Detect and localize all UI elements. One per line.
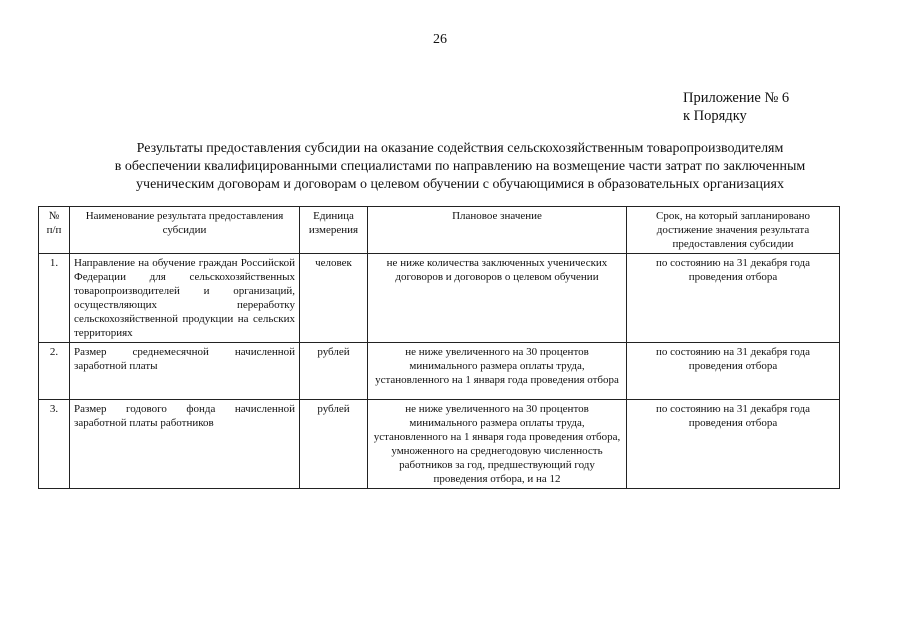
table-row <box>39 343 840 400</box>
table-row <box>39 254 840 343</box>
row-name: Размер годового фонда начисленной заработной платы работников <box>70 400 300 489</box>
table-header-row <box>39 207 840 254</box>
row-num: 3. <box>39 400 70 489</box>
row-plan: не ниже увеличенного на 30 процентов минимального размера оплаты труда, установленного на 1 января года проведения отбора, умноженного на среднегодовую численность работников за год, предшествующий году проведения отбора, и на 12 <box>368 400 627 489</box>
row-term: по состоянию на 31 декабря года проведения отбора <box>627 343 840 400</box>
document-title <box>40 140 880 194</box>
row-name: Направление на обучение граждан Российской Федерации для сельскохозяйственных товаропроизводителей и организаций, осуществляющих переработку сельскохозяйственной продукции на сельских территориях <box>70 254 300 343</box>
title-line-3: ученическим договорам и договорам о целевом обучении с обучающимися в образовательных организациях <box>136 177 784 192</box>
row-unit: человек <box>300 254 368 343</box>
title-line-1: Результаты предоставления субсидии на оказание содействия сельскохозяйственным товаропроизводителям <box>136 141 784 156</box>
header-num: № п/п <box>39 207 70 254</box>
results-table <box>38 206 840 489</box>
row-plan: не ниже количества заключенных ученических договоров и договоров о целевом обучении <box>368 254 627 343</box>
row-name: Размер среднемесячной начисленной заработной платы <box>70 343 300 400</box>
header-name: Наименование результата предоставления субсидии <box>70 207 300 254</box>
header-term: Срок, на который запланировано достижение значения результата предоставления субсидии <box>627 207 840 254</box>
appendix-line-2: к Порядку <box>683 108 747 124</box>
row-term: по состоянию на 31 декабря года проведения отбора <box>627 400 840 489</box>
title-line-2: в обеспечении квалифицированными специалистами по направлению на возмещение части затрат по заключенным <box>114 159 806 174</box>
row-num: 1. <box>39 254 70 343</box>
table-row <box>39 400 840 489</box>
header-plan: Плановое значение <box>368 207 627 254</box>
page-number: 26 <box>433 32 447 47</box>
row-plan: не ниже увеличенного на 30 процентов минимального размера оплаты труда, установленного на 1 января года проведения отбора <box>368 343 627 400</box>
row-num: 2. <box>39 343 70 400</box>
appendix-line-1: Приложение № 6 <box>683 90 790 106</box>
header-unit: Единица измерения <box>300 207 368 254</box>
row-unit: рублей <box>300 400 368 489</box>
row-unit: рублей <box>300 343 368 400</box>
row-term: по состоянию на 31 декабря года проведения отбора <box>627 254 840 343</box>
appendix-label <box>683 89 789 125</box>
